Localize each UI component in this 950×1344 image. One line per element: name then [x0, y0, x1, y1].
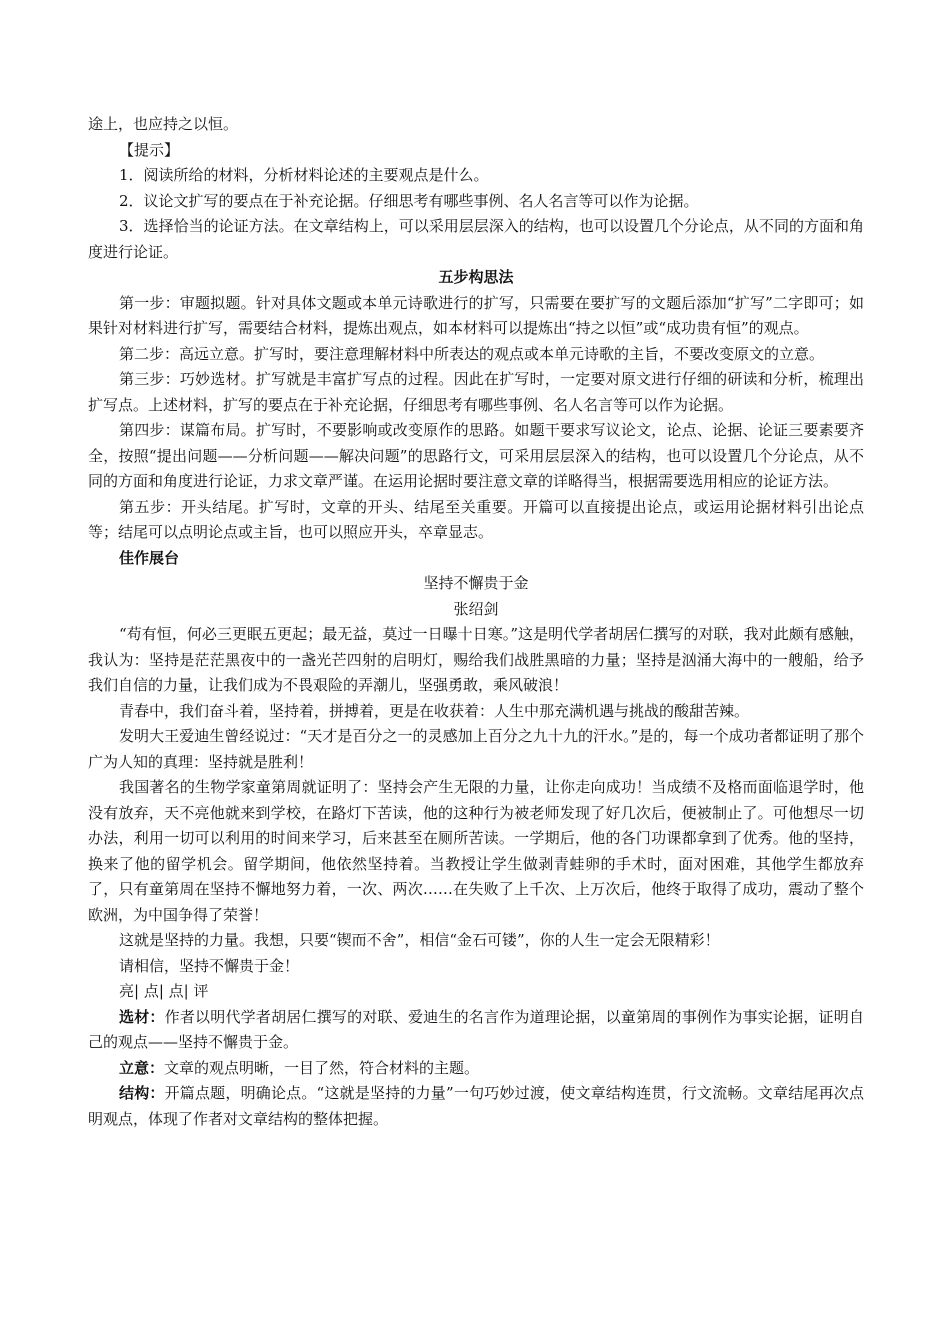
essay-paragraph: 青春中，我们奋斗着，坚持着，拼搏着，更是在收获着：人生中那充满机遇与挑战的酸甜苦辣。: [119, 701, 750, 720]
section-title: 五步构思法: [438, 268, 514, 286]
essay-paragraph: 我国著名的生物学家童第周就证明了：坚持会产生无限的力量，让你走向成功！当成绩不及格而面临退学时，他没有放弃，天不亮他就来到学校，在路灯下苦读，他的这种行为被老师发现了好几次后，便被制止了。可他想尽一切办法，利用一切可以利用的时间来学习，后来甚至在厕所苦读。一学期后，他的各门功课都拿到了优秀。他的坚持，换来了他的留学机会。留学期间，他依然坚持着。当教授让学生做剥青蛙卵的手术时，面对困难，其他学生都放弃了，只有童第周在坚持不懈地努力着，一次、两次……在失败了上千次、上万次后，他终于取得了成功，震动了整个欧洲，为中国争得了荣誉！: [88, 778, 864, 924]
tip-item: 1．阅读所给的材料，分析材料论述的主要观点是什么。: [119, 166, 489, 184]
tips-heading: 【提示】: [119, 140, 180, 159]
tip-item: 2．议论文扩写的要点在于补充论据。仔细思考有哪些事例、名人名言等可以作为论据。: [119, 191, 699, 210]
essay-title: 坚持不懈贵于金: [423, 574, 529, 592]
method-step: 第三步：巧妙选材。扩写就是丰富扩写点的过程。因此在扩写时，一定要对原文进行仔细的研读和分析，梳理出扩写点。上述材料，扩写的要点在于补充论据，仔细思考有哪些事例、名人名言等可以作为论据。: [88, 370, 864, 414]
comment-label: 结构：: [119, 1084, 165, 1102]
comment-item: [88, 1005, 864, 1056]
document-page: [88, 112, 864, 1132]
method-step: 第二步：高远立意。扩写时，要注意理解材料中所表达的观点或本单元诗歌的主旨，不要改变原文的立意。: [119, 344, 825, 363]
method-step: 第五步：开头结尾。扩写时，文章的开头、结尾至关重要。开篇可以直接提出论点，或运用论据材料引出论点等；结尾可以点明论点或主旨，也可以照应开头，卒章显志。: [88, 497, 864, 541]
method-step: 第一步：审题拟题。针对具体文题或本单元诗歌进行的扩写，只需要在要扩写的文题后添加“扩写”二字即可；如果针对材料进行扩写，需要结合材料，提炼出观点，如本材料可以提炼出“持之以恒”或“成功贵有恒”的观点。: [88, 293, 864, 337]
comment-text: 开篇点题，明确论点。“这就是坚持的力量”一句巧妙过渡，使文章结构连贯，行文流畅。文章结尾再次点明观点，体现了作者对文章结构的整体把握。: [88, 1084, 864, 1128]
comment-heading: 亮| 点| 点| 评: [119, 982, 209, 1000]
intro-tail-text: 途上，也应持之以恒。: [88, 115, 239, 133]
essay-author: 张绍剑: [453, 599, 499, 618]
showcase-heading: 佳作展台: [119, 548, 180, 567]
essay-paragraph: 请相信，坚持不懈贵于金！: [119, 956, 300, 975]
comment-text: 作者以明代学者胡居仁撰写的对联、爱迪生的名言作为道理论据，以童第周的事例作为事实论据，证明自己的观点——坚持不懈贵于金。: [88, 1007, 864, 1051]
comment-text: 文章的观点明晰，一目了然，符合材料的主题。: [164, 1058, 480, 1077]
comment-item: [88, 1056, 864, 1082]
comment-label: 选材：: [119, 1007, 165, 1026]
method-step: 第四步：谋篇布局。扩写时，不要影响或改变原作的思路。如题干要求写议论文，论点、论据、论证三要素要齐全，按照“提出问题——分析问题——解决问题”的思路行文，可采用层层深入的结构，也可以设置几个分论点，从不同的方面和角度进行论证，力求文章严谨。在运用论据时要注意文章的详略得当，根据需要选用相应的论证方法。: [88, 421, 864, 490]
essay-paragraph: 这就是坚持的力量。我想，只要“锲而不舍”，相信“金石可镂”，你的人生一定会无限精彩！: [119, 931, 720, 949]
comment-item: [88, 1081, 864, 1132]
essay-paragraph: 发明大王爱迪生曾经说过：“天才是百分之一的灵感加上百分之九十九的汗水。”是的，每一个成功者都证明了那个广为人知的真理：坚持就是胜利！: [88, 727, 864, 771]
essay-paragraph: “苟有恒，何必三更眠五更起；最无益，莫过一日曝十日寒。”这是明代学者胡居仁撰写的对联，我对此颇有感触，我认为：坚持是茫茫黑夜中的一盏光芒四射的启明灯，赐给我们战胜黑暗的力量；坚持是汹涌大海中的一艘船，给予我们自信的力量，让我们成为不畏艰险的弄潮儿，坚强勇敢，乘风破浪！: [88, 625, 864, 694]
comment-label: 立意：: [119, 1058, 165, 1077]
tip-item: 3．选择恰当的论证方法。在文章结构上，可以采用层层深入的结构，也可以设置几个分论点，从不同的方面和角度进行论证。: [88, 217, 864, 261]
